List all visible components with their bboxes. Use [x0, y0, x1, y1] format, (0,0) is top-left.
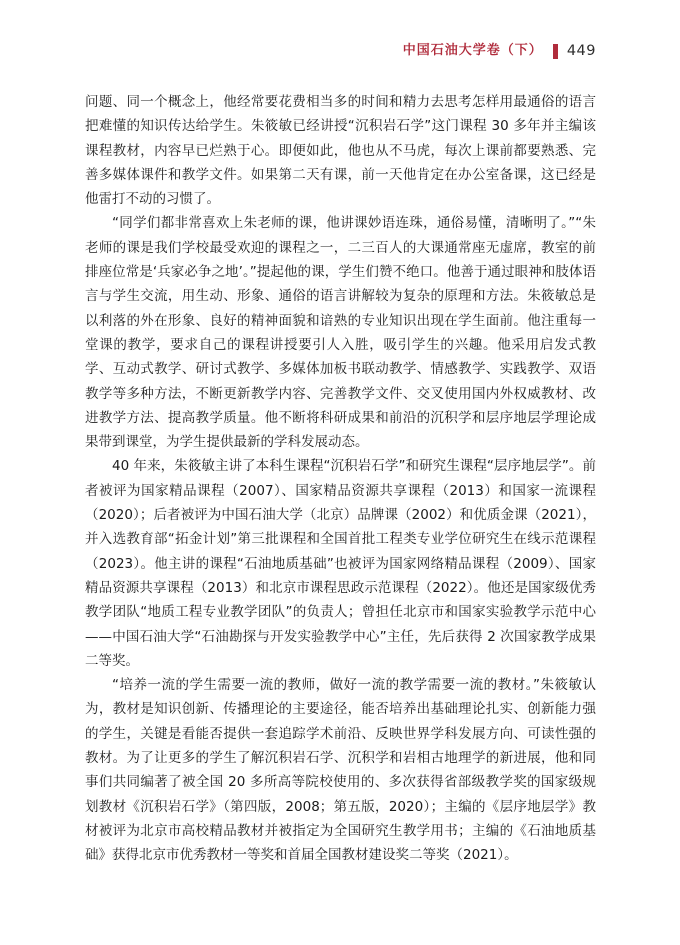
header-divider-bar: [553, 44, 558, 59]
paragraph-courses-honors: 40 年来，朱筱敏主讲了本科生课程“沉积岩石学”和研究生课程“层序地层学”。前者被评为国家精品课程（2007）、国家精品资源共享课程（2013）和国家一流课程（2020）；后者被评为中国石油大学（北京）品牌课（2002）和优质金课（2021），并入选教育部“拓金计划”第三批课程和全国首批工程类专业学位研究生在线示范课程（2023）。他主讲的课程“石油地质基础”也被评为国家网络精品课程（2009）、国家精品资源共享课程（2013）和北京市课程思政示范课程（2022）。他还是国家级优秀教学团队“地质工程专业教学团队”的负责人；曾担任北京市和国家实验教学示范中心——中国石油大学“石油勘探与开发实验教学中心”主任，先后获得 2 次国家教学成果二等奖。: [85, 458, 596, 669]
paragraph-textbooks: “培养一流的学生需要一流的教师，做好一流的教学需要一流的教材。”朱筱敏认为，教材是知识创新、传播理论的主要途径，能否培养出基础理论扎实、创新能力强的学生，关键是看能否提供一套追踪学术前沿、反映世界学科发展方向、可读性强的教材。为了让更多的学生了解沉积岩石学、沉积学和岩相古地理学的新进展，他和同事们共同编著了被全国 20 多所高等院校使用的、多次获得省部级教学奖的国家级规划教材《沉积岩石学》（第四版，2008；第五版，2020）；主编的《层序地层学》教材被评为北京市高校精品教材并被指定为全国研究生教学用书；主编的《石油地质基础》获得北京市优秀教材一等奖和首届全国教材建设奖二等奖（2021）。: [85, 677, 596, 864]
paragraph-continuation: 问题、同一个概念上，他经常要花费相当多的时间和精力去思考怎样用最通俗的语言把难懂的知识传达给学生。朱筱敏已经讲授“沉积岩石学”这门课程 30 多年并主编该课程教材，内容早已烂熟于心。即便如此，他也从不马虎，每次上课前都要熟悉、完善多媒体课件和教学文件。如果第二天有课，前一天他肯定在办公室备课，这已经是他雷打不动的习惯了。: [85, 94, 596, 208]
paragraph-student-praise: “同学们都非常喜欢上朱老师的课，他讲课妙语连珠，通俗易懂，清晰明了。”“朱老师的课是我们学校最受欢迎的课程之一，二三百人的大课通常座无虚席，教室的前排座位常是‘兵家必争之地’。”提起他的课，学生们赞不绝口。他善于通过眼神和肢体语言与学生交流，用生动、形象、通俗的语言讲解较为复杂的原理和方法。朱筱敏总是以利落的外在形象、良好的精神面貌和谙熟的专业知识出现在学生面前。他注重每一堂课的教学，要求自己的课程讲授要引人入胜，吸引学生的兴趣。他采用启发式教学、互动式教学、研讨式教学、多媒体加板书联动教学、情感教学、实践教学、双语教学等多种方法，不断更新教学内容、完善教学文件、交叉使用国内外权威教材、改进教学方法、提高教学质量。他不断将科研成果和前沿的沉积学和层序地层学理论成果带到课堂，为学生提供最新的学科发展动态。: [85, 215, 596, 451]
running-header: [85, 42, 596, 60]
volume-title: 中国石油大学卷（下）: [402, 43, 543, 58]
body-text: [85, 90, 596, 868]
page-number: 449: [566, 43, 596, 59]
